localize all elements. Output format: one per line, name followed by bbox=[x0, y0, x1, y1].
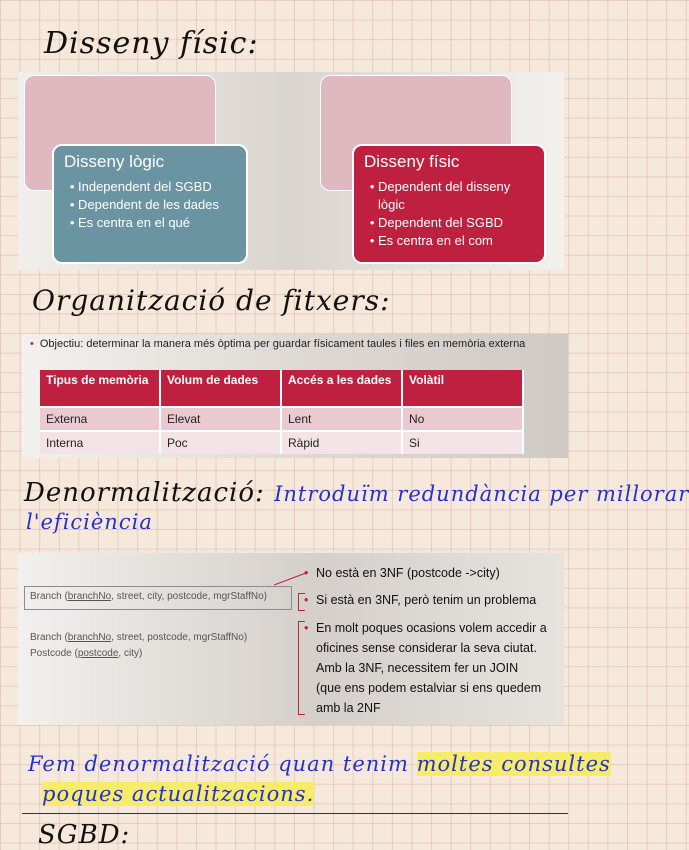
table-header: Accés a les dades bbox=[281, 370, 402, 407]
conclusion-line-1: Fem denormalització quan tenim moltes consultes bbox=[28, 752, 611, 776]
slide-organitzacio bbox=[22, 334, 568, 458]
fisic-item: • Dependent del disseny lògic bbox=[378, 178, 534, 214]
logic-item: • Independent del SGBD bbox=[78, 178, 236, 196]
table-row bbox=[40, 431, 523, 454]
table-cell: Poc bbox=[160, 431, 281, 454]
table-cell: Elevat bbox=[160, 407, 281, 431]
relation-postcode: Postcode (postcode, city) bbox=[30, 648, 143, 659]
fisic-title: Disseny físic bbox=[364, 152, 460, 171]
memory-table bbox=[40, 370, 524, 454]
slide-denormalitzacio bbox=[18, 553, 564, 725]
denormalitzacio-desc-2: l'eficiència bbox=[26, 510, 153, 534]
heading-sgbd: SGBD: bbox=[38, 820, 131, 850]
relation-branch-2: Branch (branchNo, street, postcode, mgrStaffNo) bbox=[30, 632, 248, 643]
logic-item: • Es centra en el qué bbox=[78, 214, 236, 232]
table-row bbox=[40, 407, 523, 431]
table-cell: Lent bbox=[281, 407, 402, 431]
heading-disseny-fisic: Disseny físic: bbox=[44, 26, 259, 61]
logic-title: Disseny lògic bbox=[64, 152, 165, 171]
logic-item: • Dependent de les dades bbox=[78, 196, 236, 214]
table-cell: Externa bbox=[40, 407, 160, 431]
divider bbox=[22, 813, 568, 814]
relation-branch-1: Branch (branchNo, street, city, postcode, mgrStaffNo) bbox=[30, 591, 267, 602]
slide-disseny bbox=[18, 72, 564, 270]
table-cell: No bbox=[402, 407, 523, 431]
table-header: Tipus de memòria bbox=[40, 370, 160, 407]
heading-denormalitzacio: Denormalització: Introduïm redundància per millorar bbox=[24, 478, 689, 508]
objective-text: • Objectiu: determinar la manera més òptima per guardar físicament taules i files en memòria externa bbox=[30, 338, 526, 350]
table-cell: Si bbox=[402, 431, 523, 454]
fisic-item: • Dependent del SGBD bbox=[378, 214, 534, 232]
denormalitzacio-desc: Introduïm redundància per millorar bbox=[274, 482, 689, 506]
table-cell: Interna bbox=[40, 431, 160, 454]
table-cell: Ràpid bbox=[281, 431, 402, 454]
table-header-row bbox=[40, 370, 523, 407]
table-header: Volàtil bbox=[402, 370, 523, 407]
conclusion-line-2 bbox=[42, 782, 314, 806]
bullet-3: • En molt poques ocasions volem accedir a oficines sense considerar la seva ciutat. Amb la 3NF, necessitem fer un JOIN (que ens podem estalviar si ens quedem amb la 2NF bbox=[304, 621, 547, 715]
table-header: Volum de dades bbox=[160, 370, 281, 407]
bullet-1: • No està en 3NF (postcode ->city) bbox=[304, 566, 500, 580]
logic-card bbox=[52, 144, 248, 264]
fisic-item: • Es centra en el com bbox=[378, 232, 534, 250]
highlight-consultes: moltes consultes bbox=[416, 752, 611, 776]
heading-organitzacio: Organització de fitxers: bbox=[32, 284, 391, 317]
highlight-actualitzacions: poques actualitzacions. bbox=[42, 782, 315, 806]
fisic-card bbox=[352, 144, 546, 264]
bullet-2: • Si està en 3NF, però tenim un problema bbox=[304, 593, 537, 607]
